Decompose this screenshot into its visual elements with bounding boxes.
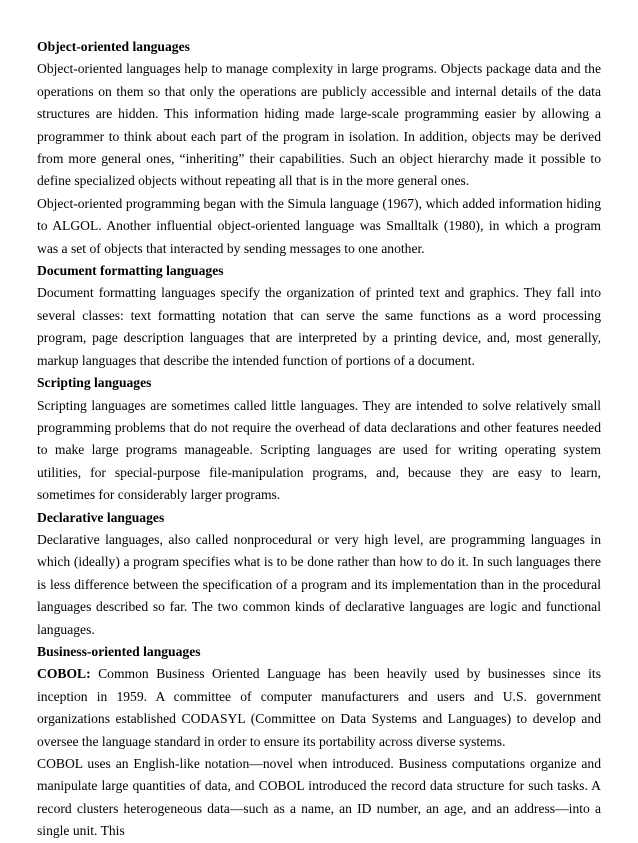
paragraph-document-formatting: Document formatting languages specify the organization of printed text and graphics. They fall into several classes: text formatting notation that can serve the same functions as a word processing program, page description languages that are interpreted by a printing device, and, most generally, markup languages that describe the intended function of portions of a document. <box>37 285 601 368</box>
cobol-lead-label: COBOL: <box>37 666 91 682</box>
paragraph-scripting: Scripting languages are sometimes called little languages. They are intended to solve relatively small programming problems that do not require the overhead of data declarations and other features needed to make large programs manageable. Scripting languages are used for writing operating system utilities, for special-purpose file-manipulation programs, and, because they are easy to learn, sometimes for considerably larger programs. <box>37 397 601 503</box>
section-heading-declarative: Declarative languages <box>37 509 165 525</box>
paragraph-object-oriented-2: Object-oriented programming began with the Simula language (1967), which added information hiding to ALGOL. Another influential object-oriented language was Smalltalk (1980), in which a program was a set of objects that interacted by sending messages to one another. <box>37 195 601 256</box>
section-heading-document-formatting: Document formatting languages <box>37 263 224 279</box>
cobol-intro-text: Common Business Oriented Language has been heavily used by businesses since its inception in 1959. A committee of computer manufacturers and users and U.S. government organizations established CODASYL (Committee on Data Systems and Languages) to develop and oversee the language standard in order to ensure its portability across diverse systems. <box>37 666 601 749</box>
section-heading-business-oriented: Business-oriented languages <box>37 643 201 659</box>
paragraph-cobol-intro <box>37 663 601 753</box>
section-heading-object-oriented: Object-oriented languages <box>37 39 190 54</box>
paragraph-cobol-notation: COBOL uses an English-like notation—novel when introduced. Business computations organize and manipulate large quantities of data, and COBOL introduced the record data structure for such tasks. A record clusters heterogeneous data—such as a name, an ID number, an age, and an address—into a single unit. This <box>37 756 601 839</box>
section-heading-scripting: Scripting languages <box>37 375 152 391</box>
paragraph-declarative: Declarative languages, also called nonprocedural or very high level, are programming languages in which (ideally) a program specifies what is to be done rather than how to do it. In such languages there is less difference between the specification of a program and its implementation than in the procedural languages described so far. The two common kinds of declarative languages are logic and functional languages. <box>37 531 601 637</box>
paragraph-object-oriented-1: Object-oriented languages help to manage complexity in large programs. Objects package data and the operations on them so that only the operations are publicly accessible and internal details of the data structures are hidden. This information hiding made large-scale programming easier by allowing a programmer to think about each part of the program in isolation. In addition, objects may be derived from more general ones, “inheriting” their capabilities. Such an object hierarchy made it possible to define specialized objects without repeating all that is in the more general ones. <box>37 61 601 189</box>
